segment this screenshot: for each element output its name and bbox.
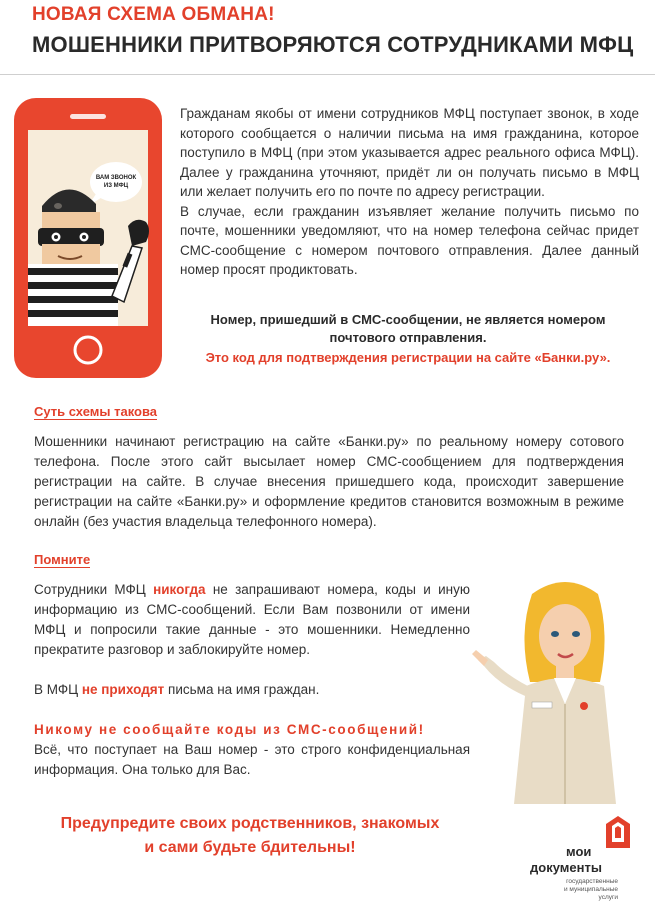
remember-p1-emphasis: никогда: [153, 582, 206, 597]
section-remember-text: [34, 580, 470, 780]
section-title-scheme: Суть схемы такова: [34, 404, 158, 419]
section-title-remember: Помните: [34, 552, 91, 567]
thief-mask: [38, 228, 104, 246]
intro-text: [180, 104, 639, 280]
bubble-line1: ВАМ ЗВОНОК: [95, 175, 137, 181]
remember-paragraph-3: Всё, что поступает на Ваш номер - это строго конфиденциальная информация. Она только для Вас.: [34, 742, 470, 777]
thief-forehead: [42, 212, 100, 230]
warning-bold: Номер, пришедший в СМС-сообщении, не является номером почтового отправления.: [210, 312, 606, 345]
remember-paragraph-2: [34, 680, 470, 700]
call-to-action-line2: и сами будьте бдительны!: [144, 839, 356, 856]
remember-p1-end: не запрашивают номера, коды и иную информацию из СМС-сообщений. Если Вам позвонили от имени МФЦ и попросили такие данные - это мошенники. Немедленно прекратите разговор и заблокируйте номер.: [34, 582, 470, 657]
remember-p2-start: В МФЦ: [34, 682, 82, 697]
remember-paragraph-1: [34, 580, 470, 660]
headline-alert: НОВАЯ СХЕМА ОБМАНА!: [32, 4, 275, 25]
header-divider: [0, 74, 655, 75]
remember-p2-end: письма на имя граждан.: [164, 682, 320, 697]
remember-p2-emphasis: не приходят: [81, 682, 165, 697]
employee-pin: [580, 702, 588, 710]
mfc-employee-illustration: [470, 574, 650, 804]
logo-word-1: мои: [566, 844, 592, 859]
employee-face: [539, 604, 591, 668]
logo-subtitle-line2: и муниципальные услуги: [564, 886, 618, 901]
logo-word-2: документы: [530, 860, 602, 875]
phone-thief-illustration: [12, 96, 164, 380]
page-title: МОШЕННИКИ ПРИТВОРЯЮТСЯ СОТРУДНИКАМИ МФЦ: [32, 32, 634, 57]
remember-warning-title: Никому не сообщайте коды из СМС-сообщений!: [34, 722, 425, 737]
logo-subtitle: [556, 878, 618, 902]
my-documents-logo-icon: [604, 814, 632, 850]
thief-face: [42, 244, 100, 264]
call-to-action-line1: Предупредите своих родственников, знакомых: [60, 815, 440, 832]
intro-paragraph-2: В случае, если гражданин изъявляет желание получить письмо по почте, мошенники уведомляют, что на номер телефона сейчас придет СМС-сообщение с номером почтового отправления. Далее данный номер просят продиктовать.: [180, 203, 639, 277]
bubble-line2: ИЗ МФЦ: [103, 183, 129, 189]
intro-paragraph-1: Гражданам якобы от имени сотрудников МФЦ поступает звонок, в ходе которого сообщается о наличии письма на имя гражданина, которое поступило в МФЦ (при этом указывается адрес реального офиса МФЦ). Далее у гражданина уточняют, придёт ли он получать письмо в МФЦ или желает получить его по почте по адресу регистрации.: [180, 106, 639, 199]
phone-speaker: [70, 114, 106, 119]
warning-red: Это код для подтверждения регистрации на сайте «Банки.ру».: [205, 350, 611, 365]
call-to-action: [20, 812, 480, 860]
remember-p1-start: Сотрудники МФЦ: [34, 582, 154, 597]
logo-subtitle-line1: государственные: [566, 878, 618, 885]
employee-badge: [532, 702, 552, 708]
section-scheme-text: Мошенники начинают регистрацию на сайте «Банки.ру» по реальному номеру сотового телефона. После этого сайт высылает номер СМС-сообщением для подтверждения регистрации на сайте. В случае внесения пришедшего кода, происходит завершение регистрации на сайте «Банки.ру» и оформление кредитов становится возможным в режиме онлайн (без участия владельца телефонного номера).: [34, 434, 624, 529]
